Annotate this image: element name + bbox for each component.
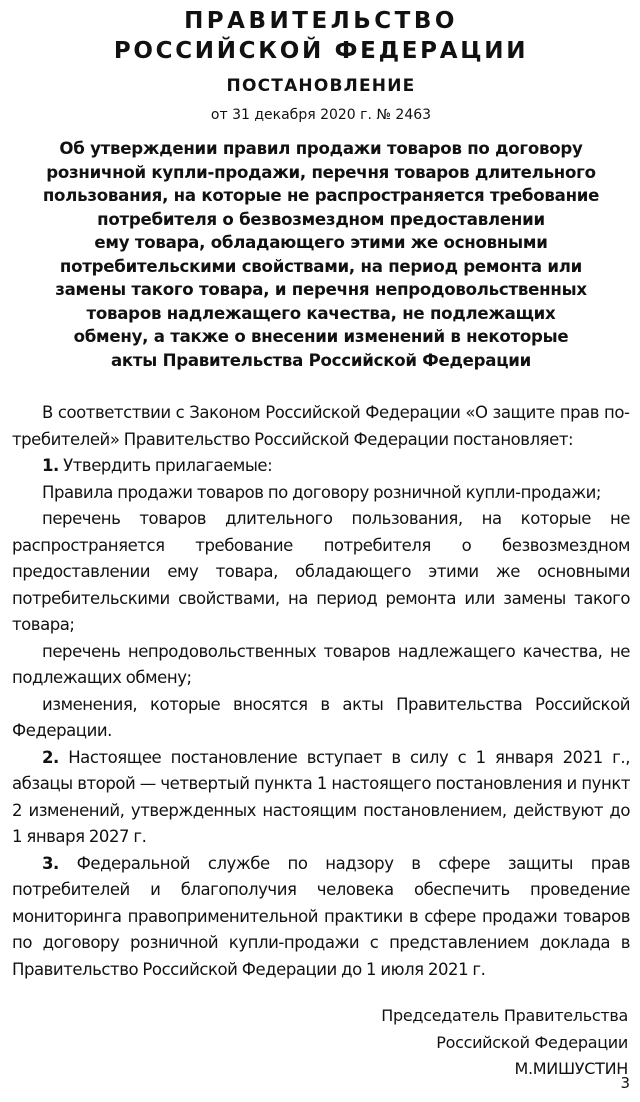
page-number: 3 <box>620 1074 630 1092</box>
document-title <box>12 137 630 372</box>
title-line: пользования, на которые не распространяется требование <box>42 186 600 205</box>
title-line: замены такого товара, и перечня непродовольственных <box>55 280 587 299</box>
title-line: товаров надлежащего качества, не подлежащих <box>86 303 556 323</box>
authority-line-1: ПРАВИТЕЛЬСТВО <box>184 8 458 34</box>
title-line: потребительскими свойствами, на период ремонта или <box>59 256 583 276</box>
clause-paragraph <box>12 851 630 984</box>
paragraph-text: изменения, которые вносятся в акты Правительства Российской Федерации. <box>12 694 630 740</box>
clause-number: 3. <box>42 853 59 873</box>
signatory-name: М.МИШУСТИН <box>514 1059 628 1078</box>
paragraph-text: Федеральной службе по надзору в сфере защиты прав потребителей и благополучия человека обеспечить проведение мониторинга правоприменительной практики в сфере продажи товаров по договору розничной купли-продажи с представлением доклада в Правительство Российской Федерации до 1 июля 2021 г. <box>12 853 630 979</box>
list-paragraph <box>12 639 630 692</box>
list-paragraph <box>12 480 630 507</box>
document-type: ПОСТАНОВЛЕНИЕ <box>226 76 416 96</box>
clause-number: 1. <box>42 456 59 475</box>
list-paragraph <box>12 506 630 639</box>
signature-block <box>12 1003 630 1083</box>
paragraph-text: В соответствии с Законом Российской Федерации «О защите прав потребителей» Правительство Российской Федерации постановляет: <box>12 403 630 449</box>
paragraph-text: Настоящее постановление вступает в силу с 1 января 2021 г., абзацы второй — четвертый пункта 1 настоящего постановления и пункт 2 изменений, утвержденных настоящим постановлением, действуют до 1 января 2027 г. <box>12 747 630 846</box>
document-date-number: от 31 декабря 2020 г. № 2463 <box>210 107 432 123</box>
title-line: Об утверждении правил продажи товаров по договору <box>59 139 583 158</box>
signatory-position-line-1: Председатель Правительства <box>381 1006 628 1025</box>
list-paragraph <box>12 692 630 745</box>
signatory-position-line-2: Российской Федерации <box>436 1032 628 1052</box>
title-line: акты Правительства Российской Федерации <box>110 350 532 370</box>
issuing-authority <box>12 6 630 66</box>
paragraph-text: Правила продажи товаров по договору розничной купли-продажи; <box>42 482 602 502</box>
preamble-paragraph <box>12 400 630 453</box>
paragraph-text: перечень непродовольственных товаров надлежащего качества, не подлежащих обмену; <box>12 641 630 687</box>
paragraph-text: перечень товаров длительного пользования, на которые не распространяется требование потребителя о безвозмездном предоставлении ему товара, обладающего этими же основными потребительскими свойствами, на период ремонта или замены такого товара; <box>12 509 630 634</box>
title-line: розничной купли-продажи, перечня товаров длительного <box>46 162 596 182</box>
authority-line-2: РОССИЙСКОЙ ФЕДЕРАЦИИ <box>113 38 529 64</box>
clause-number: 2. <box>42 747 59 767</box>
paragraph-text: Утвердить прилагаемые: <box>58 456 273 475</box>
document-page <box>12 6 630 1083</box>
clause-paragraph <box>12 453 630 480</box>
title-line: обмену, а также о внесении изменений в некоторые <box>73 327 569 346</box>
title-line: потребителя о безвозмездном предоставлении <box>97 209 545 229</box>
document-body <box>12 400 630 983</box>
clause-paragraph <box>12 745 630 851</box>
title-line: ему товара, обладающего этими же основными <box>94 233 548 252</box>
